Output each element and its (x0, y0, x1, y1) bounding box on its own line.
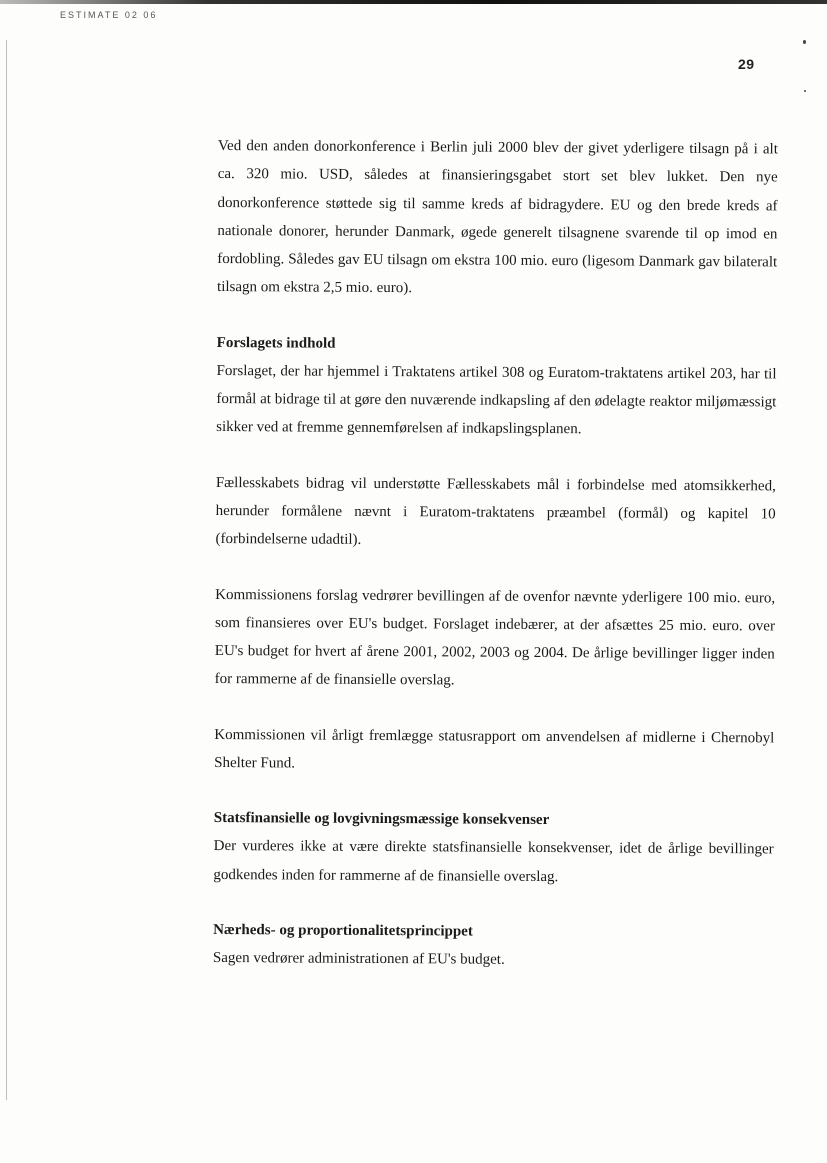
scan-speck (804, 90, 806, 92)
paragraph-statsfinansielle: Der vurderes ikke at være direkte statsfinansielle konsekvenser, idet de årlige bevillinger godkendes inden for rammerne af de finansielle overslag. (213, 838, 774, 885)
document-body (213, 132, 778, 1003)
paragraph-naerhedsprincip: Sagen vedrører administrationen af EU's budget. (212, 949, 505, 968)
paragraph-kommissionens-forslag: Kommissionens forslag vedrører bevillingen af de ovenfor nævnte yderligere 100 mio. euro, som finansieres over EU's budget. Forslaget indebærer, at der afsættes 25 mio. euro. over EU's budget for hvert af årene 2001, 2002, 2003 og 2004. De årlige bevillinger ligger inden for rammerne af de finansielle overslag. (214, 586, 776, 689)
heading-statsfinansielle: Statsfinansielle og lovgivningsmæssige konsekvenser (213, 810, 550, 829)
paragraph-donor-conference: Ved den anden donorkonference i Berlin juli 2000 blev der givet yderligere tilsagn på i alt ca. 320 mio. USD, således at finansieringsgabet stort set blev lukket. Den nye donorkonference støttede sig til samme kreds af bidragydere. EU og den brede kreds af nationale donorer, herunder Danmark, øgede generelt tilsagnene svarende til op imod en fordobling. Således gav EU tilsagn om ekstra 100 mio. euro (ligesom Danmark gav bilateralt tilsagn om ekstra 2,5 mio. euro). (217, 137, 778, 297)
heading-forslagets-indhold: Forslagets indhold (216, 334, 336, 352)
scan-speck (803, 40, 806, 44)
paragraph-forslagets-indhold: Forslaget, der har hjemmel i Traktatens artikel 308 og Euratom-traktatens artikel 203, har til formål at bidrage til at gøre den nuværende indkapsling af den ødelagte reaktor miljømæssigt sikker ved at fremme gennemførelsen af indkapslingsplanen. (216, 362, 777, 438)
top-scan-border (0, 0, 827, 4)
left-margin-line (6, 40, 7, 1100)
header-fragment: ESTIMATE 02 06 (60, 10, 158, 20)
page-number: 29 (738, 56, 755, 72)
paragraph-faellesskabets-bidrag: Fællesskabets bidrag vil understøtte Fællesskabets mål i forbindelse med atomsikkerhed, herunder formålene nævnt i Euratom-traktatens præambel (formål) og kapitel 10 (forbindelserne udadtil). (215, 474, 776, 549)
paragraph-statusrapport: Kommissionen vil årligt fremlægge statusrapport om anvendelsen af midlerne i Chernobyl Shelter Fund. (214, 726, 775, 772)
heading-naerhedsprincip: Nærheds- og proportionalitetsprincippet (213, 921, 473, 940)
